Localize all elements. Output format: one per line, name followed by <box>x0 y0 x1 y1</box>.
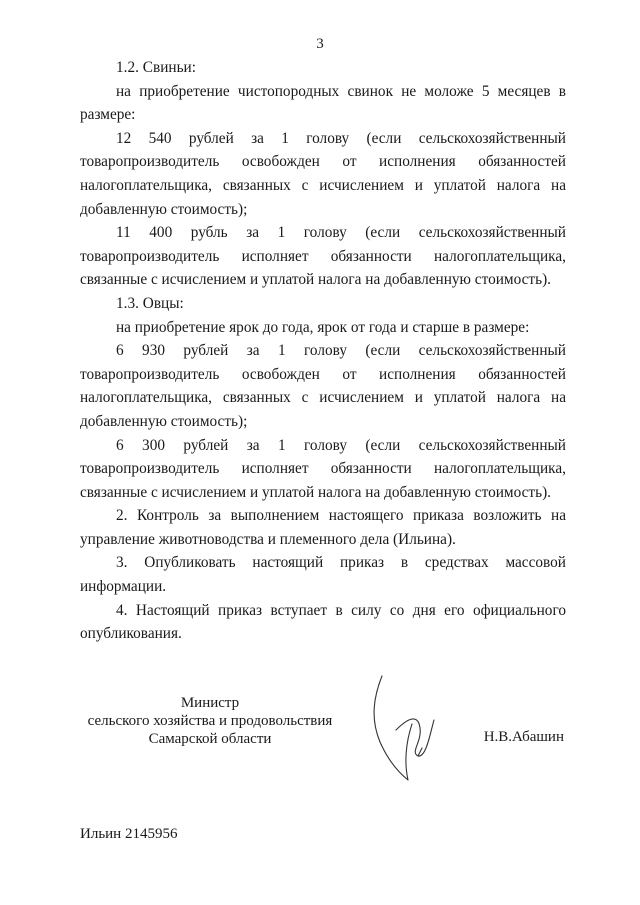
paragraph: на приобретение ярок до года, ярок от года и старше в размере: <box>116 318 530 336</box>
signatory-line: Самарской области <box>148 731 272 747</box>
paragraph: 4. Настоящий приказ вступает в силу со дня его официального опубликования. <box>80 601 566 643</box>
executor-note: Ильин 2145956 <box>80 826 178 842</box>
signatory-title <box>60 694 360 748</box>
paragraph: 11 400 рубль за 1 голову (если сельскохозяйственный товаропроизводитель исполняет обязанности налогоплательщика, связанные с исчислением и уплатой налога на добавленную стоимость). <box>80 224 566 289</box>
paragraph: 1.3. Овцы: <box>116 294 184 312</box>
document-body <box>80 56 566 646</box>
paragraph: 6 930 рублей за 1 голову (если сельскохозяйственный товаропроизводитель освобожден от исполнения обязанностей налогоплательщика, связанных с исчислением и уплатой налога на добавленную стоимость); <box>80 342 566 430</box>
paragraph: 1.2. Свиньи: <box>116 59 196 76</box>
paragraph: 3. Опубликовать настоящий приказ в средствах массовой информации. <box>80 554 566 596</box>
signatory-name: Н.В.Абашин <box>483 729 564 745</box>
paragraph: 2. Контроль за выполнением настоящего приказа возложить на управление животноводства и племенного дела (Ильина). <box>80 507 566 548</box>
page-number: 3 <box>316 36 324 52</box>
paragraph: 12 540 рублей за 1 голову (если сельскохозяйственный товаропроизводитель освобожден от исполнения обязанностей налогоплательщика, связанных с исчислением и уплатой налога на добавленную стоимость); <box>80 129 566 218</box>
handwritten-signature <box>360 672 460 792</box>
paragraph: на приобретение чистопородных свинок не моложе 5 месяцев в размере: <box>80 82 566 124</box>
signatory-line: сельского хозяйства и продовольствия <box>87 713 333 729</box>
paragraph: 6 300 рублей за 1 голову (если сельскохозяйственный товаропроизводитель исполняет обязанности налогоплательщика, связанные с исчислением и уплатой налога на добавленную стоимость). <box>80 436 566 501</box>
signatory-line: Министр <box>180 695 240 711</box>
